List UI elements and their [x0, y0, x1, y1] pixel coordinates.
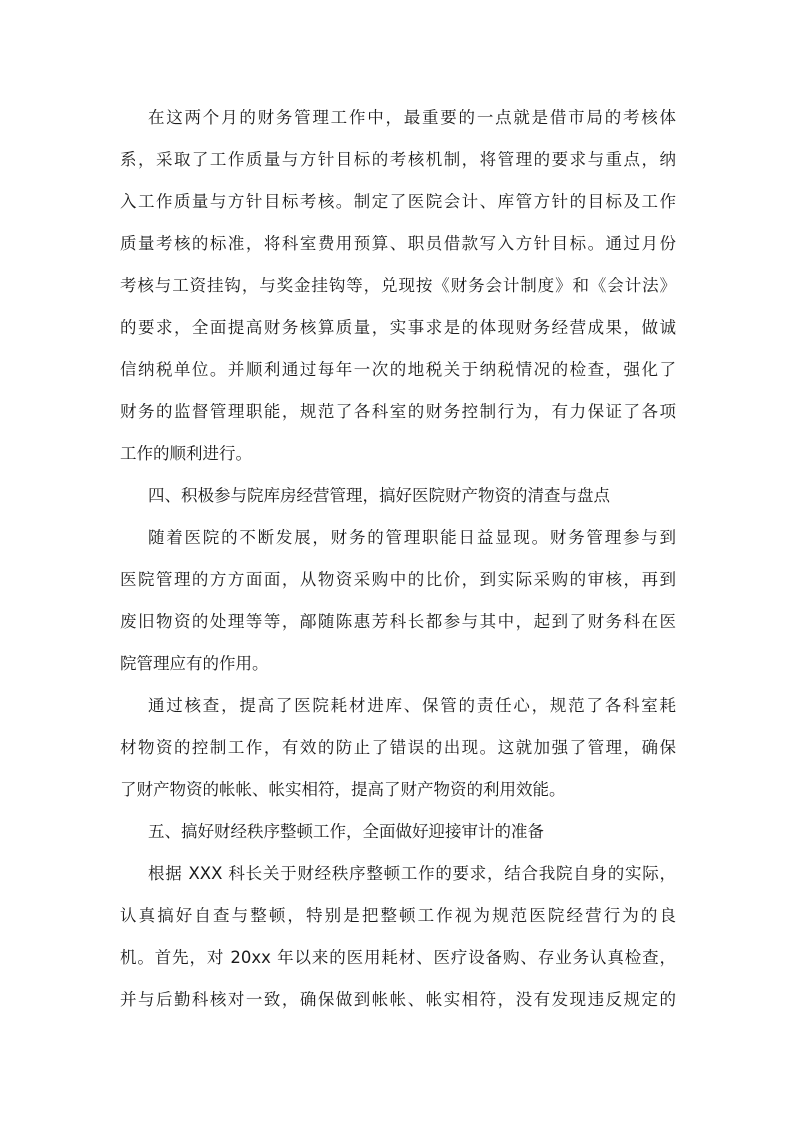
paragraph-line: 院管理应有的作用。 [120, 654, 269, 673]
paragraph-line: 入工作质量与方针目标考核。制定了医院会计、库管方针的目标及工作 [120, 192, 676, 211]
paragraph-line: 机。首先，对 20xx 年以来的医用耗材、医疗设备购、存业务认真检查， [120, 948, 676, 967]
paragraph-line: 工作的顺利进行。 [120, 444, 252, 463]
paragraph-line: 随着医院的不断发展，财务的管理职能日益显现。财务管理参与到 [148, 528, 676, 547]
paragraph-line: 根据 XXX 科长关于财经秩序整顿工作的要求，结合我院自身的实际， [148, 864, 676, 883]
paragraph-line: 医院管理的方方面面，从物资采购中的比价，到实际采购的审核，再到 [120, 570, 676, 589]
paragraph-line: 并与后勤科核对一致，确保做到帐帐、帐实相符，没有发现违反规定的 [120, 990, 676, 1009]
paragraph-line: 系，采取了工作质量与方针目标的考核机制，将管理的要求与重点，纳 [120, 150, 676, 169]
section-heading-4: 四、积极参与院库房经营管理，搞好医院财产物资的清查与盘点 [148, 486, 610, 505]
paragraph-line: 考核与工资挂钩，与奖金挂钩等，兑现按《财务会计制度》和《会计法》 [120, 276, 676, 295]
paragraph-line: 认真搞好自查与整顿，特别是把整顿工作视为规范医院经营行为的良 [120, 906, 676, 925]
paragraph-line: 信纳税单位。并顺利通过每年一次的地税关于纳税情况的检查，强化了 [120, 360, 676, 379]
paragraph-line: 质量考核的标准，将科室费用预算、职员借款写入方针目标。通过月份 [120, 234, 676, 253]
paragraph-line: 在这两个月的财务管理工作中，最重要的一点就是借市局的考核体 [148, 108, 676, 127]
paragraph-line: 材物资的控制工作，有效的防止了错误的出现。这就加强了管理，确保 [120, 738, 676, 757]
paragraph-line: 财务的监督管理职能，规范了各科室的财务控制行为，有力保证了各项 [120, 402, 676, 421]
paragraph-line: 废旧物资的处理等等，鄗随陈惠芳科长都参与其中，起到了财务科在医 [120, 612, 676, 631]
paragraph-line: 的要求，全面提高财务核算质量，实事求是的体现财务经营成果，做诚 [120, 318, 676, 337]
paragraph-line: 了财产物资的帐帐、帐实相符，提高了财产物资的利用效能。 [120, 780, 566, 799]
section-heading-5: 五、搞好财经秩序整顿工作，全面做好迎接审计的准备 [148, 822, 544, 841]
paragraph-line: 通过核查，提高了医院耗材进库、保管的责任心，规范了各科室耗 [148, 696, 676, 715]
